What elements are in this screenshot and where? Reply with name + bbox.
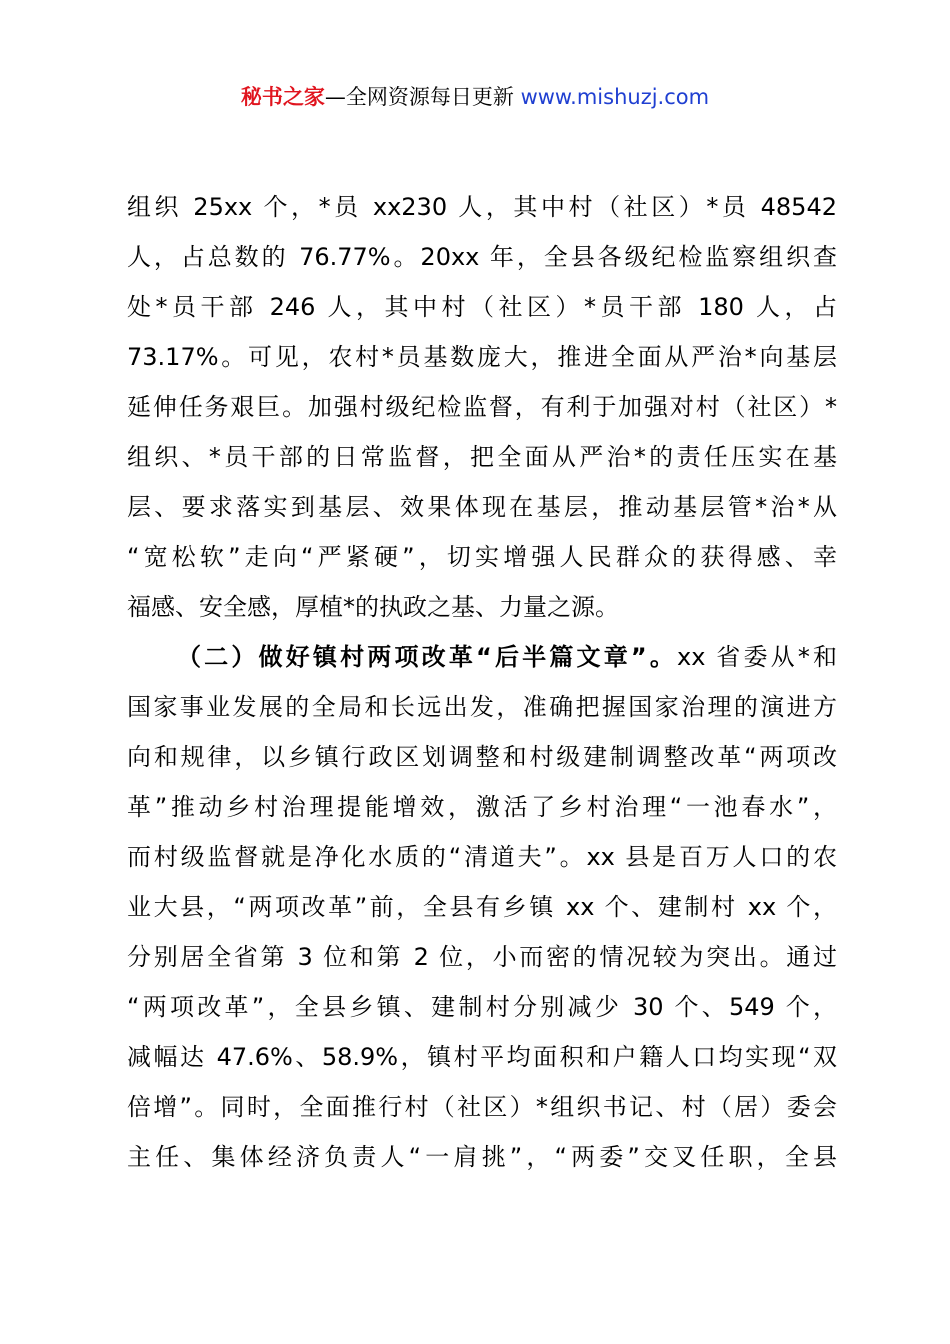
text-line: 而村级监督就是净化水质的“清道夫”。xx 县是百万人口的农: [127, 843, 837, 871]
heading-line-rest: xx 省委从*和: [677, 643, 837, 671]
text-line: 组织 25xx 个，*员 xx230 人，其中村（社区）*员 48542: [127, 193, 837, 221]
text-line: 国家事业发展的全局和长远出发，准确把握国家治理的演进方: [127, 693, 837, 721]
text-line: 处*员干部 246 人，其中村（社区）*员干部 180 人，占: [127, 293, 837, 321]
site-tagline: —全网资源每日更新: [324, 85, 521, 109]
text-line: “宽松软”走向“严紧硬”，切实增强人民群众的获得感、幸: [127, 543, 837, 571]
text-line: 层、要求落实到基层、效果体现在基层，推动基层管*治*从: [127, 493, 837, 521]
text-line: 人，占总数的 76.77%。20xx 年，全县各级纪检监察组织查: [127, 243, 837, 271]
text-line: 福感、安全感，厚植*的执政之基、力量之源。: [127, 593, 619, 621]
text-line: 减幅达 47.6%、58.9%，镇村平均面积和户籍人口均实现“双: [127, 1043, 837, 1071]
text-line: 倍增”。同时，全面推行村（社区）*组织书记、村（居）委会: [127, 1093, 837, 1121]
document-body: [127, 182, 837, 1182]
text-line: 向和规律，以乡镇行政区划调整和村级建制调整改革“两项改: [127, 743, 837, 771]
text-line: 分别居全省第 3 位和第 2 位，小而密的情况较为突出。通过: [127, 943, 837, 971]
text-line: 主任、集体经济负责人“一肩挑”，“两委”交叉任职，全县: [127, 1143, 837, 1171]
site-brand: 秘书之家: [240, 85, 325, 109]
text-line: 延伸任务艰巨。加强村级纪检监督，有利于加强对村（社区）*: [127, 393, 837, 421]
text-line: 业大县，“两项改革”前，全县有乡镇 xx 个、建制村 xx 个，: [127, 893, 837, 921]
section-heading: （二）做好镇村两项改革“后半篇文章”。: [177, 643, 678, 671]
text-line: “两项改革”，全县乡镇、建制村分别减少 30 个、549 个，: [127, 993, 837, 1021]
paragraph-2: [127, 632, 837, 1182]
text-line: 73.17%。可见，农村*员基数庞大，推进全面从严治*向基层: [127, 343, 837, 371]
paragraph-1: [127, 182, 837, 632]
site-header: [0, 82, 950, 112]
site-url: www.mishuzj.com: [520, 85, 710, 109]
text-line: [127, 632, 837, 682]
text-line: 组织、*员干部的日常监督，把全面从严治*的责任压实在基: [127, 443, 837, 471]
text-line: 革”推动乡村治理提能增效，激活了乡村治理“一池春水”，: [127, 793, 837, 821]
